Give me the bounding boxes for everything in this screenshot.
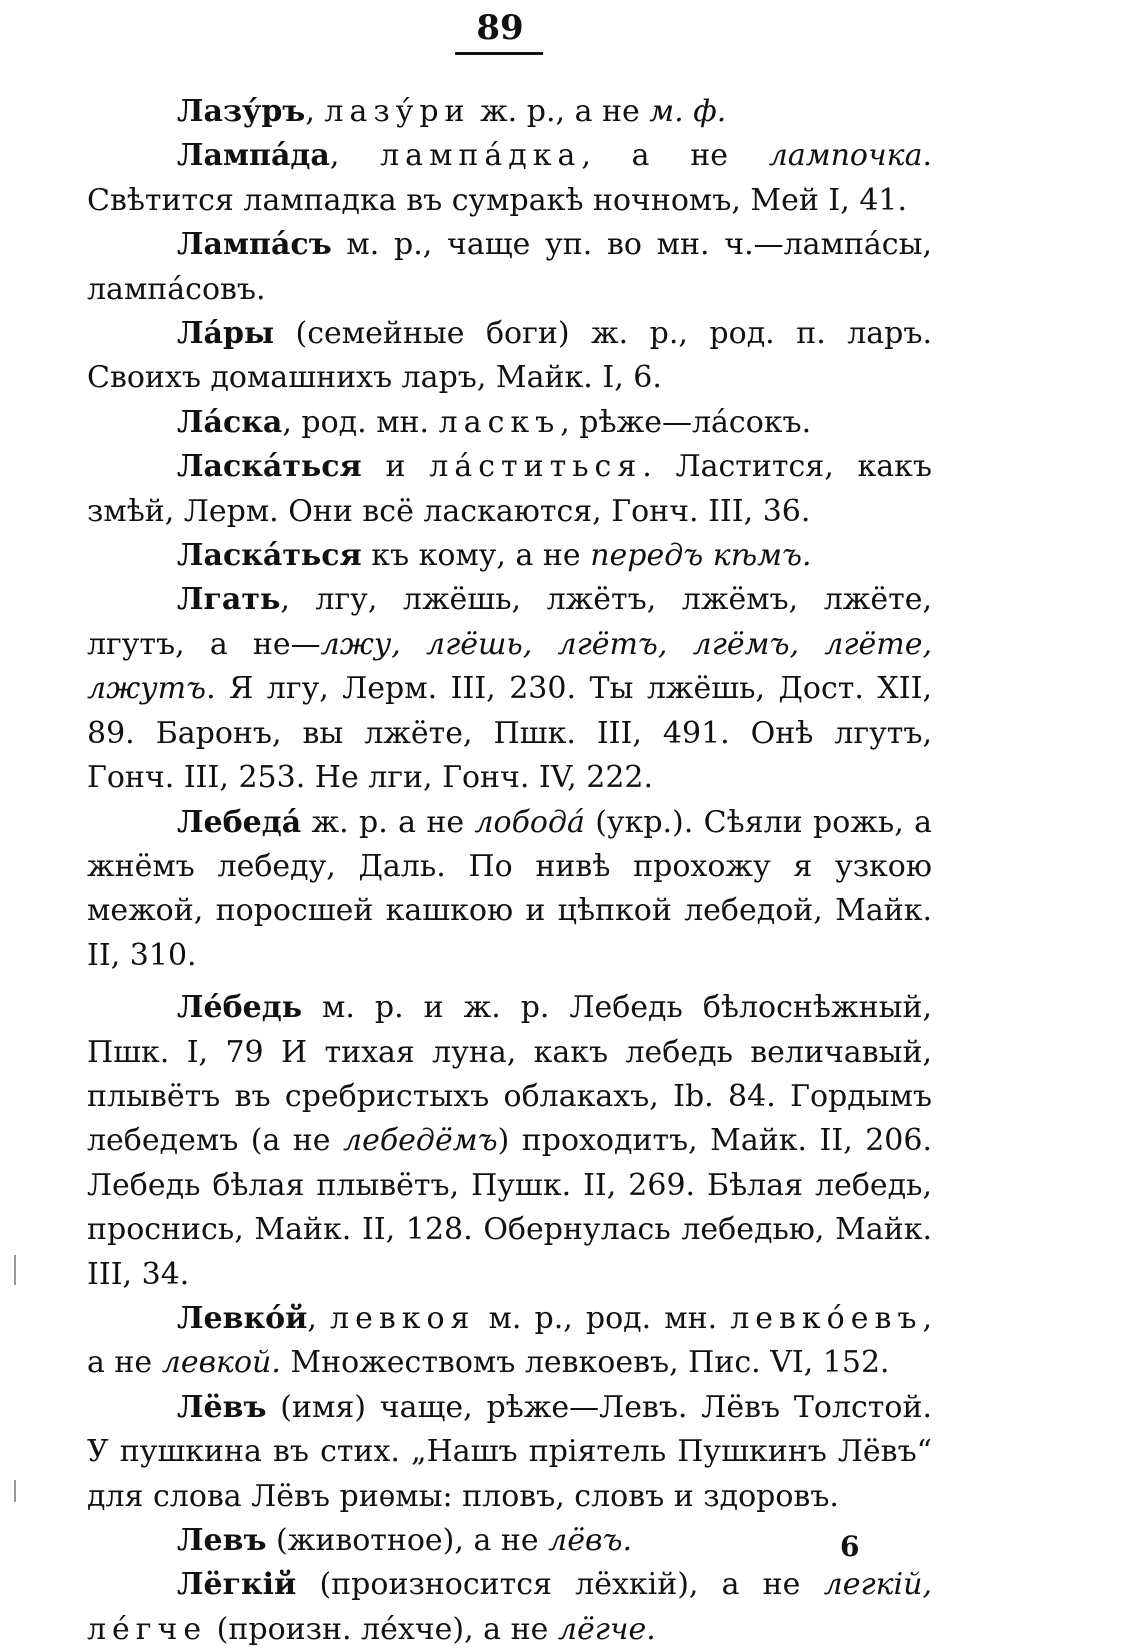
incorrect-form: легкій, [823, 1567, 932, 1603]
incorrect-form: лёвъ. [548, 1523, 633, 1558]
entry-text: (животное), а не [266, 1523, 549, 1558]
headword: Ла́ска [177, 404, 283, 440]
entry-text: ж. р. а не [301, 804, 475, 840]
entry-text: , [305, 94, 325, 129]
dictionary-entry [87, 986, 932, 1297]
incorrect-form: лжу, лгёшь, лгётъ, лгёмъ, лгёте, лжутъ [87, 626, 932, 707]
dictionary-entry [87, 1297, 932, 1386]
incorrect-form: м. ф. [649, 94, 727, 129]
entry-text: , [307, 1300, 331, 1336]
page-number: 89 [476, 8, 524, 48]
entry-text: Множествомъ левкоевъ, Пис. VI, 152. [280, 1345, 890, 1381]
entry-text: м. р., чаще уп. во мн. ч.—лампа́сы, лампа́совъ. [87, 227, 932, 307]
spaced-form: ла́ститься [429, 449, 643, 485]
dictionary-entry [87, 90, 932, 134]
headword: Лазу́ръ [177, 94, 306, 129]
incorrect-form: лампочка [768, 138, 923, 174]
dictionary-entry [87, 578, 932, 800]
spaced-form: ле́гче [87, 1611, 208, 1647]
entry-text: , а не [87, 1300, 932, 1381]
incorrect-form: левкой. [161, 1345, 281, 1381]
dictionary-entry [87, 445, 932, 534]
headword: Ла́ры [177, 316, 275, 352]
spaced-form: лазу́ри [324, 94, 471, 129]
dictionary-entry [87, 1386, 932, 1519]
entry-text: . Я лгу, Лерм. III, 230. Ты лжёшь, Дост. XII, 89. Баронъ, вы лжёте, Пшк. III, 491. Онѣ лгутъ, Гонч. III, 253. Не лги, Гонч. IV, 222. [87, 671, 932, 796]
entry-text: , рѣже—ла́сокъ. [560, 404, 812, 440]
entry-text: ж. р., а не [470, 94, 650, 129]
headword: Ласка́ться [177, 538, 362, 574]
dictionary-entry [87, 801, 932, 979]
entry-text: м. р. и ж. р. Лебедь бѣлоснѣжный, Пшк. I, 79 И тихая луна, какъ лебедь величавый, плывётъ въ сребристыхъ облакахъ, Ib. 84. Гордымъ лебедемъ (а не [87, 990, 932, 1159]
headword: Лампа́да [177, 138, 330, 174]
page-number-rule [455, 52, 543, 55]
dictionary-entry [87, 1519, 932, 1563]
entry-text: , лгу, лжёшь, лжётъ, лжёмъ, лжёте, лгутъ, а не— [87, 582, 932, 662]
headword: Лёгкій [177, 1567, 297, 1603]
entry-text: . Ластится, какъ змѣй, Лерм. Они всё ласкаются, Гонч. III, 36. [87, 449, 932, 529]
headword: Левъ [177, 1523, 267, 1558]
spaced-form: левкоя [330, 1300, 476, 1336]
dictionary-entry [87, 312, 932, 401]
entry-text: (произн. ле́хче), а не [207, 1611, 558, 1647]
spaced-form: ласкъ [438, 404, 561, 440]
incorrect-form: лебедёмъ [343, 1123, 498, 1159]
entry-text: , а не [581, 138, 769, 174]
incorrect-form: передъ кѣмъ. [590, 538, 812, 574]
spaced-form: лампа́дка [380, 138, 582, 174]
signature-mark: 6 [840, 1530, 860, 1563]
entry-text: (имя) чаще, рѣже—Левъ. Лёвъ Толстой. У пушкина въ стих. „Нашъ пріятель Пушкинъ Лёвъ“ для слова Лёвъ риѳмы: пловъ, словъ и здоровъ. [87, 1389, 932, 1514]
entry-text: . Свѣтится лампадка въ сумракѣ ночномъ, Мей I, 41. [87, 138, 933, 218]
entry-text: и [361, 449, 430, 485]
margin-scan-mark [14, 1255, 16, 1285]
entry-text: (произносится лёхкій), а не [296, 1567, 824, 1603]
headword: Лебеда́ [177, 804, 302, 840]
entry-text: (семейные боги) ж. р., род. п. ларъ. Своихъ домашнихъ ларъ, Майк. I, 6. [87, 316, 932, 396]
entry-text: къ кому, а не [361, 538, 591, 574]
margin-scan-mark [14, 1480, 16, 1502]
dictionary-entries [87, 90, 932, 1652]
headword: Лампа́съ [177, 227, 332, 263]
headword: Лёвъ [177, 1389, 267, 1425]
dictionary-entry [87, 1563, 932, 1652]
entry-text: м. р., род. мн. [475, 1300, 731, 1336]
entry-text: , [329, 138, 381, 174]
headword: Лгать [177, 582, 281, 618]
entry-text: ) проходитъ, Майк. II, 206. Лебедь бѣлая плывётъ, Пушк. II, 269. Бѣлая лебедь, проснись, Майк. II, 128. Обернулась лебедью, Майк. III, 34. [87, 1123, 932, 1292]
incorrect-form: лёгче. [557, 1611, 656, 1647]
headword: Ласка́ться [177, 449, 362, 485]
dictionary-entry [87, 401, 932, 445]
dictionary-entry [87, 134, 932, 223]
dictionary-entry [87, 223, 932, 312]
headword: Левко́й [177, 1300, 308, 1336]
spaced-form: левко́евъ [730, 1300, 923, 1336]
entry-text: , род. мн. [282, 404, 439, 440]
headword: Ле́бедь [177, 990, 303, 1026]
entry-text: (укр.). Сѣяли рожь, а жнёмъ лебеду, Даль. По нивѣ прохожу я узкою межой, поросшей кашкою и цѣпкой лебедой, Майк. II, 310. [87, 804, 932, 973]
dictionary-entry [87, 534, 932, 578]
incorrect-form: лобода́ [474, 804, 585, 840]
